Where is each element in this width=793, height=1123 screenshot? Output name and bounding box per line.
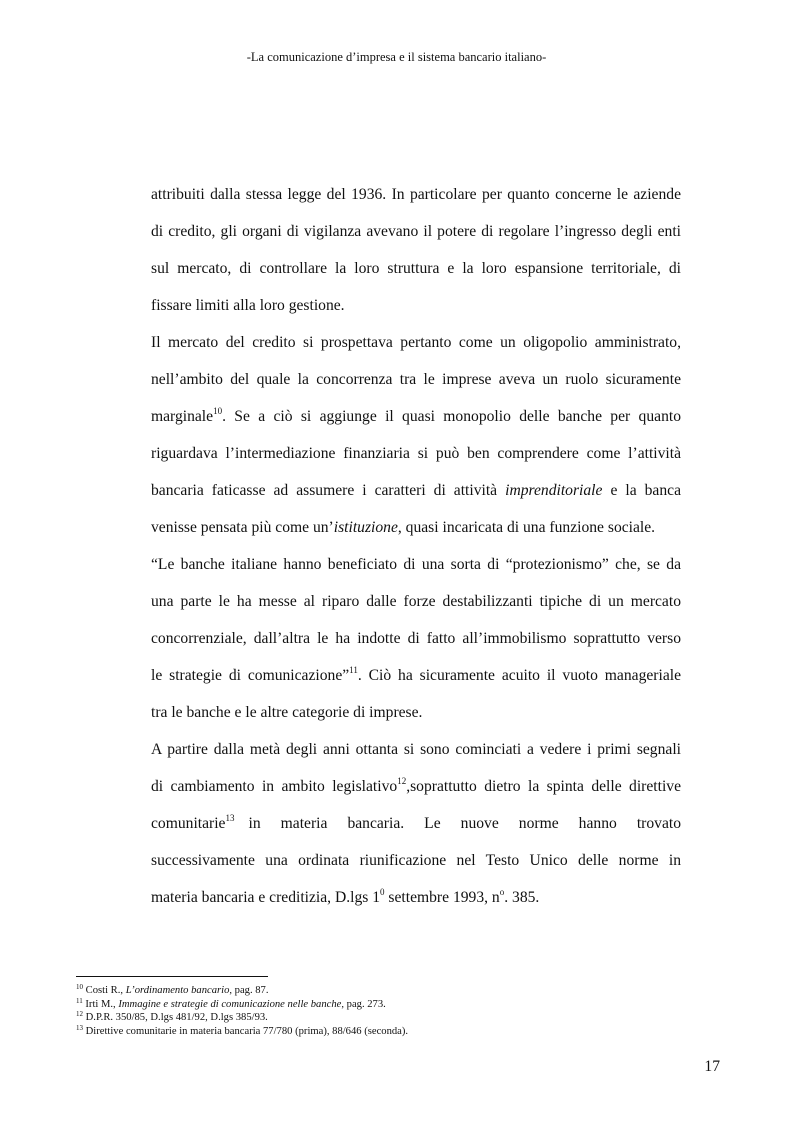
footnote-13 — [76, 1025, 716, 1039]
text-run: marginale — [151, 408, 214, 425]
text-line: una parte le ha messe al riparo dalle forze destabilizzanti tipiche di un mercato — [151, 593, 681, 610]
text-run: . 385. — [504, 889, 540, 906]
footnote-ref-12: 12 — [397, 776, 407, 786]
footnote-12 — [76, 1011, 716, 1025]
footnote-ref-10: 10 — [213, 406, 223, 416]
text-line — [151, 777, 681, 797]
superscript: o — [499, 887, 505, 897]
text-line: fissare limiti alla loro gestione. — [151, 297, 345, 314]
text-run: di cambiamento in ambito legislativo — [151, 778, 398, 795]
footnote-number: 11 — [76, 996, 83, 1005]
text-run: e la banca — [602, 482, 681, 499]
text-line: riguardava l’intermediazione finanziaria si può ben comprendere come l’attività — [151, 445, 681, 462]
text-line — [151, 407, 681, 427]
footnote-number: 12 — [76, 1010, 83, 1019]
text-line — [151, 518, 681, 538]
text-line: “Le banche italiane hanno beneficiato di una sorta di “protezionismo” che, se da — [151, 556, 681, 573]
footnotes — [76, 984, 716, 1038]
text-run: Costi R., — [83, 985, 126, 996]
running-header: -La comunicazione d’impresa e il sistema bancario italiano- — [246, 50, 547, 64]
footnote-number: 13 — [76, 1023, 83, 1032]
text-run: , pag. 87. — [229, 985, 269, 996]
text-line — [151, 481, 681, 501]
text-run: materia bancaria e creditizia, D.lgs 1 — [151, 889, 381, 906]
emphasis-text: L’ordinamento bancario — [125, 985, 230, 996]
emphasis-text: istituzione — [333, 519, 398, 536]
footnote-10 — [76, 984, 716, 998]
text-line: attribuiti dalla stessa legge del 1936. In particolare per quanto concerne le aziende — [151, 186, 681, 203]
text-line: Il mercato del credito si prospettava pertanto come un oligopolio amministrato, — [151, 334, 681, 351]
text-run: Irti M., — [82, 998, 119, 1010]
text-run: . Ciò ha sicuramente acuito il vuoto manageriale — [357, 667, 681, 684]
text-line: concorrenziale, dall’altra le ha indotte di fatto all’immobilismo soprattutto verso — [151, 630, 681, 647]
text-run: le strategie di comunicazione” — [151, 667, 350, 684]
footnote-number: 10 — [76, 983, 83, 991]
text-run: venisse pensata più come un’ — [151, 519, 334, 536]
text-run: settembre 1993, n — [384, 889, 500, 906]
text-line: sul mercato, di controllare la loro struttura e la loro espansione territoriale, di — [151, 260, 681, 277]
text-run: in materia bancaria. Le nuove norme hanno trovato — [248, 815, 681, 832]
text-line: successivamente una ordinata riunificazione nel Testo Unico delle norme in — [151, 852, 681, 869]
text-run: ,soprattutto dietro la spinta delle direttive — [406, 778, 681, 795]
text-run: D.P.R. 350/85, D.lgs 481/92, D.lgs 385/93. — [83, 1012, 268, 1024]
text-line — [151, 888, 681, 908]
text-line — [151, 666, 681, 686]
text-run — [151, 814, 234, 834]
emphasis-text: imprenditoriale — [505, 482, 603, 499]
footnote-11 — [76, 998, 716, 1012]
text-run: , pag. 273. — [341, 998, 386, 1010]
text-run: . Se a ciò si aggiunge il quasi monopolio delle banche per quanto — [222, 408, 681, 425]
text-line: tra le banche e le altre categorie di imprese. — [151, 704, 423, 721]
text-line: A partire dalla metà degli anni ottanta si sono cominciati a vedere i primi segnali — [151, 741, 681, 758]
text-run: Direttive comunitarie in materia bancaria 77/780 (prima), 88/646 (seconda). — [83, 1025, 409, 1037]
footnote-separator — [76, 976, 268, 977]
footnote-ref-11: 11 — [349, 665, 358, 675]
text-run: comunitarie — [151, 815, 226, 832]
text-run: , quasi incaricata di una funzione sociale. — [397, 519, 656, 536]
text-line: nell’ambito del quale la concorrenza tra le imprese aveva un ruolo sicuramente — [151, 371, 681, 388]
emphasis-text: Immagine e strategie di comunicazione nelle banche — [118, 998, 342, 1010]
footnote-ref-13: 13 — [225, 813, 235, 823]
text-line: di credito, gli organi di vigilanza avevano il potere di regolare l’ingresso degli enti — [151, 223, 681, 240]
page-number: 17 — [704, 1058, 720, 1075]
text-run: bancaria faticasse ad assumere i caratteri di attività — [151, 482, 506, 499]
text-line — [151, 814, 681, 834]
superscript: 0 — [380, 887, 385, 897]
